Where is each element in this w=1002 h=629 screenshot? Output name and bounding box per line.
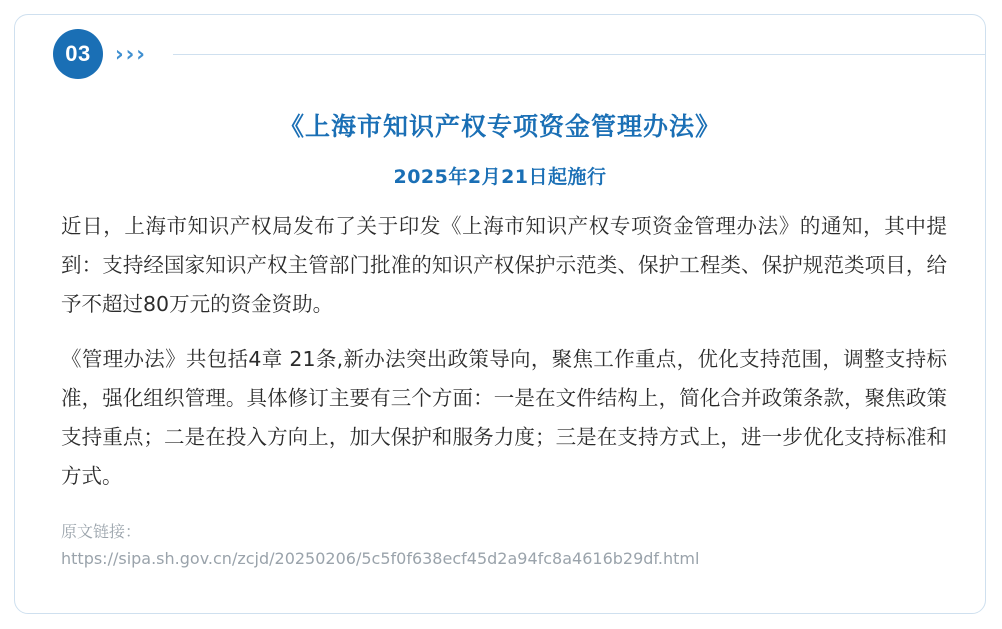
paragraph-1: 近日，上海市知识产权局发布了关于印发《上海市知识产权专项资金管理办法》的通知，其中提到：支持经国家知识产权主管部门批准的知识产权保护示范类、保护工程类、保护规范类项目，给予不超过80万元的资金资助。 [61,214,947,316]
chevron-right-icon: ››› [115,42,147,66]
page-title: 《上海市知识产权专项资金管理办法》 [278,112,721,141]
paragraph-2: 《管理办法》共包括4章 21条,新办法突出政策导向，聚焦工作重点，优化支持范围，调整支持标准，强化组织管理。具体修订主要有三个方面：一是在文件结构上，简化合并政策条款，聚焦政策支持重点；二是在投入方向上，加大保护和服务力度；三是在支持方式上，进一步优化支持标准和方式。 [61,347,947,488]
article-body [61,207,947,572]
source-label: 原文链接： [61,522,142,541]
page-subtitle: 2025年2月21日起施行 [393,166,607,188]
article-card [14,14,986,614]
header-divider [173,54,985,55]
section-number-badge: 03 [53,29,103,79]
source-url-link[interactable]: https://sipa.sh.gov.cn/zcjd/20250206/5c5f0f638ecf45d2a94fc8a4616b29df.html [61,549,700,568]
card-header [15,15,985,91]
